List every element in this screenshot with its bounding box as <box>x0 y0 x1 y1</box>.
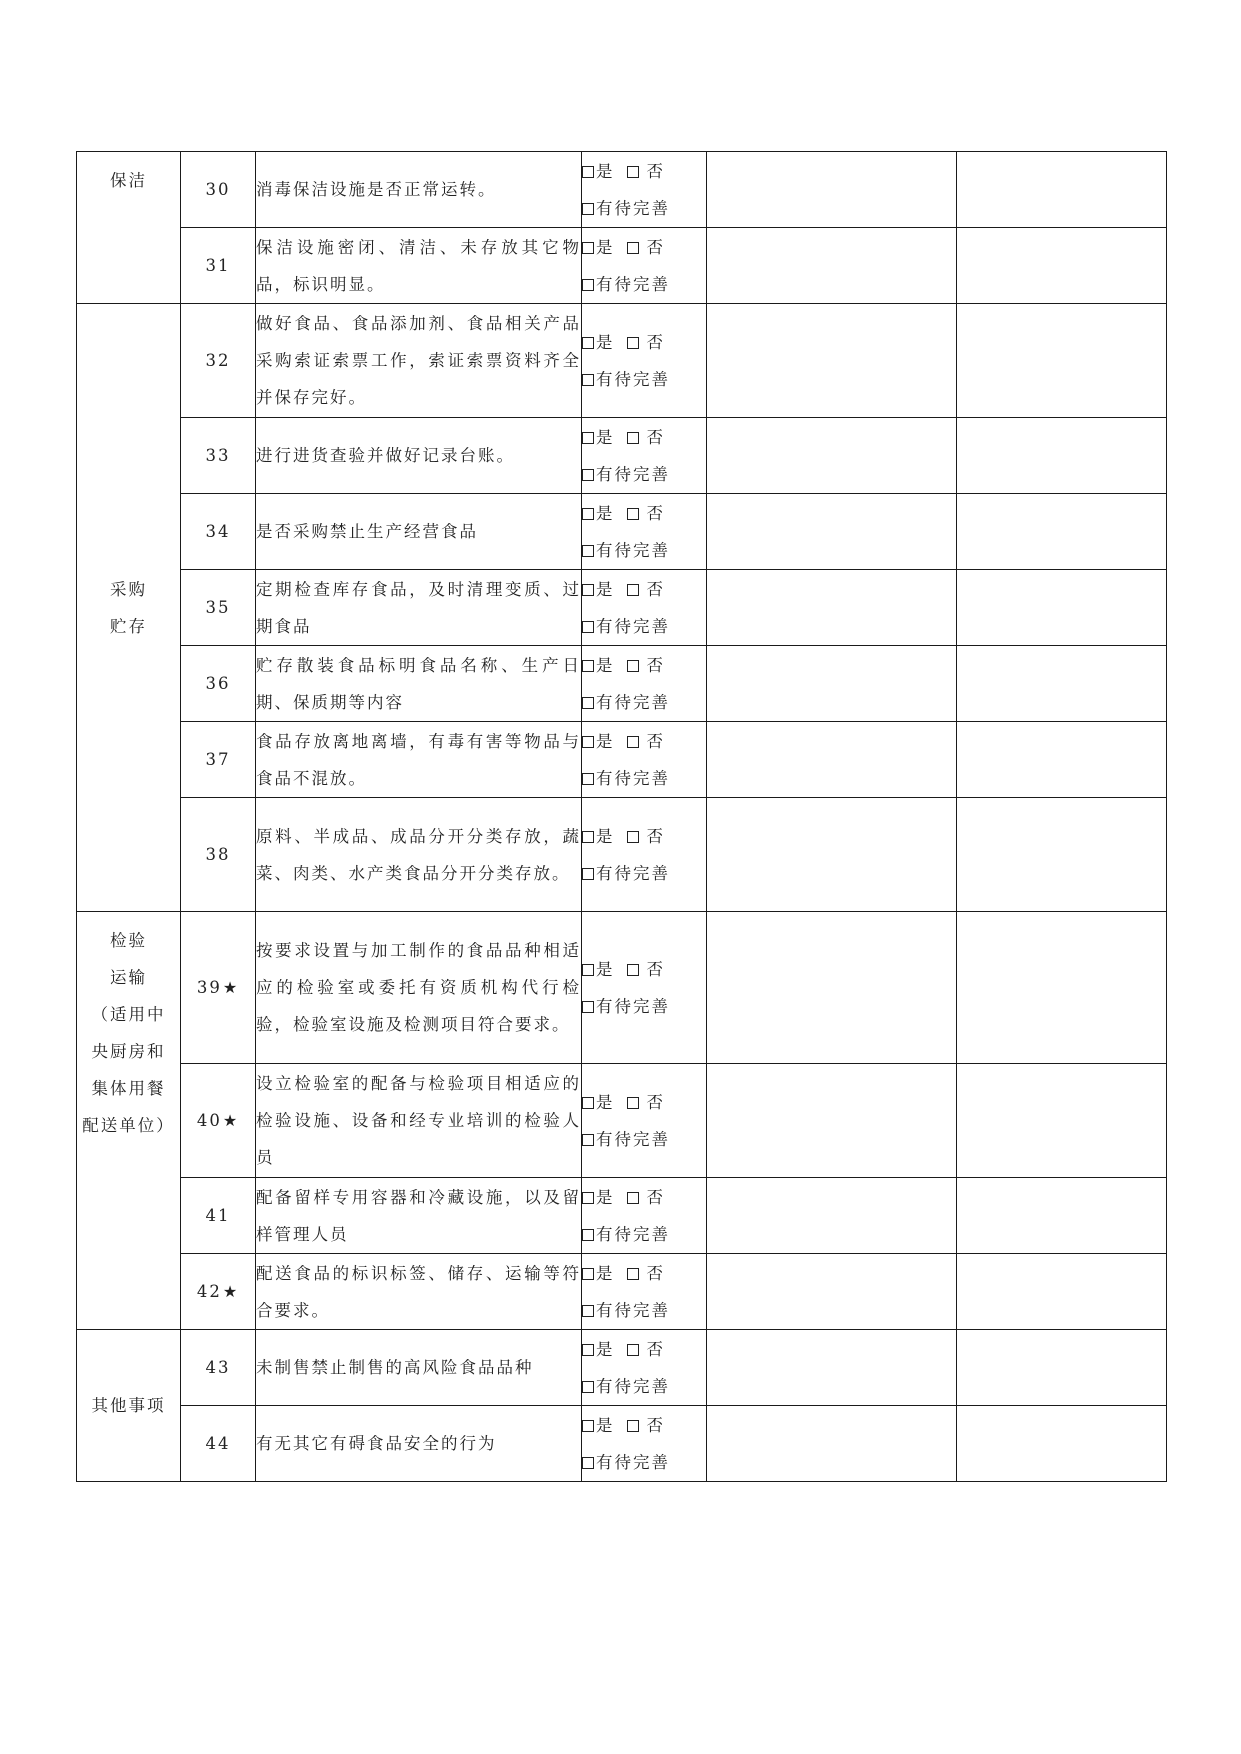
yes-checkbox[interactable] <box>582 584 594 596</box>
yes-label: 是 <box>596 161 615 181</box>
item-description: 做好食品、食品添加剂、食品相关产品采购索证索票工作，索证索票资料齐全并保存完好。 <box>256 314 581 407</box>
no-checkbox[interactable] <box>627 831 639 843</box>
yes-label: 是 <box>596 1415 615 1435</box>
options-line <box>582 153 706 190</box>
item-description-cell <box>256 1330 582 1406</box>
item-description-cell <box>256 1178 582 1254</box>
pending-checkbox[interactable] <box>582 868 594 880</box>
pending-checkbox[interactable] <box>582 621 594 633</box>
remarks-cell[interactable] <box>957 1406 1167 1482</box>
pending-label: 有待完善 <box>596 369 670 389</box>
table-row <box>77 304 1167 418</box>
options-line <box>582 608 706 645</box>
inspection-notes-cell[interactable] <box>707 152 957 228</box>
item-number: 31 <box>205 256 231 275</box>
item-description: 食品存放离地离墙，有毒有害等物品与食品不混放。 <box>256 731 581 788</box>
no-checkbox[interactable] <box>627 964 639 976</box>
no-checkbox[interactable] <box>627 166 639 178</box>
item-description-cell <box>256 646 582 722</box>
options-line <box>582 818 706 855</box>
options-line <box>582 760 706 797</box>
result-options-cell <box>582 646 707 722</box>
yes-checkbox[interactable] <box>582 432 594 444</box>
pending-checkbox[interactable] <box>582 1001 594 1013</box>
item-number-cell <box>181 494 256 570</box>
options-line <box>582 1216 706 1253</box>
yes-label: 是 <box>596 959 615 979</box>
item-description-cell <box>256 418 582 494</box>
category-cell <box>77 152 181 304</box>
item-description: 进行进货查验并做好记录台账。 <box>256 446 515 465</box>
table-row <box>77 494 1167 570</box>
pending-label: 有待完善 <box>596 1452 670 1472</box>
yes-label: 是 <box>596 731 615 751</box>
category-label <box>81 1387 177 1424</box>
yes-label: 是 <box>596 332 615 352</box>
result-options-cell <box>582 228 707 304</box>
category-label-line: 集体用餐 <box>91 1079 166 1098</box>
options-line <box>582 1255 706 1292</box>
result-options-cell <box>582 494 707 570</box>
item-number: 39 <box>196 978 222 997</box>
item-description: 贮存散装食品标明食品名称、生产日期、保质期等内容 <box>256 655 581 712</box>
no-label: 否 <box>646 731 665 751</box>
pending-checkbox[interactable] <box>582 374 594 386</box>
inspection-notes-cell[interactable] <box>707 494 957 570</box>
no-label: 否 <box>646 503 665 523</box>
options-line <box>582 1444 706 1481</box>
no-checkbox[interactable] <box>627 1344 639 1356</box>
inspection-notes-cell[interactable] <box>707 1406 957 1482</box>
pending-label: 有待完善 <box>596 540 670 560</box>
category-label-line: 运输 <box>110 968 147 987</box>
inspection-notes-cell[interactable] <box>707 1330 957 1406</box>
key-item-star-icon: ★ <box>222 978 240 997</box>
item-number-cell <box>181 646 256 722</box>
inspection-notes-cell[interactable] <box>707 228 957 304</box>
remarks-cell[interactable] <box>957 646 1167 722</box>
no-checkbox[interactable] <box>627 1268 639 1280</box>
yes-label: 是 <box>596 1339 615 1359</box>
item-number: 44 <box>205 1434 231 1453</box>
options-line <box>582 190 706 227</box>
inspection-notes-cell[interactable] <box>707 798 957 912</box>
pending-label: 有待完善 <box>596 616 670 636</box>
item-number-cell <box>181 152 256 228</box>
category-label-line: 检验 <box>110 931 147 950</box>
category-label <box>81 922 177 1144</box>
options-line <box>582 723 706 760</box>
remarks-cell[interactable] <box>957 152 1167 228</box>
remarks-cell[interactable] <box>957 570 1167 646</box>
no-checkbox[interactable] <box>627 1097 639 1109</box>
no-label: 否 <box>646 1187 665 1207</box>
item-number-cell <box>181 912 256 1064</box>
item-number: 30 <box>205 180 231 199</box>
pending-checkbox[interactable] <box>582 697 594 709</box>
pending-checkbox[interactable] <box>582 545 594 557</box>
inspection-notes-cell[interactable] <box>707 722 957 798</box>
item-description: 配备留样专用容器和冷藏设施，以及留样管理人员 <box>256 1187 581 1244</box>
pending-label: 有待完善 <box>596 1376 670 1396</box>
key-item-star-icon: ★ <box>222 1282 240 1301</box>
result-options-cell <box>582 304 707 418</box>
pending-label: 有待完善 <box>596 1129 670 1149</box>
remarks-cell[interactable] <box>957 228 1167 304</box>
remarks-cell[interactable] <box>957 722 1167 798</box>
item-description-cell <box>256 1406 582 1482</box>
item-description: 配送食品的标识标签、储存、运输等符合要求。 <box>256 1263 581 1320</box>
no-checkbox[interactable] <box>627 660 639 672</box>
item-description: 保洁设施密闭、清洁、未存放其它物品，标识明显。 <box>256 237 581 294</box>
result-options-cell <box>582 1178 707 1254</box>
item-number-cell <box>181 1254 256 1330</box>
item-description-cell <box>256 798 582 912</box>
item-number: 43 <box>205 1358 231 1377</box>
item-description-cell <box>256 912 582 1064</box>
options-line <box>582 571 706 608</box>
options-line <box>582 1331 706 1368</box>
category-label-line: 央厨房和 <box>91 1042 166 1061</box>
item-number-cell <box>181 228 256 304</box>
options-line <box>582 229 706 266</box>
pending-label: 有待完善 <box>596 464 670 484</box>
no-label: 否 <box>646 1092 665 1112</box>
pending-label: 有待完善 <box>596 198 670 218</box>
no-label: 否 <box>646 1415 665 1435</box>
table-row <box>77 1064 1167 1178</box>
item-number-cell <box>181 304 256 418</box>
table-row <box>77 152 1167 228</box>
item-description: 原料、半成品、成品分开分类存放，蔬菜、肉类、水产类食品分开分类存放。 <box>256 826 581 883</box>
pending-label: 有待完善 <box>596 863 670 883</box>
item-number: 38 <box>205 845 231 864</box>
no-label: 否 <box>646 332 665 352</box>
table-row <box>77 228 1167 304</box>
item-number: 41 <box>205 1206 231 1225</box>
yes-label: 是 <box>596 579 615 599</box>
inspection-notes-cell[interactable] <box>707 570 957 646</box>
category-label-line: 贮存 <box>110 616 147 636</box>
remarks-cell[interactable] <box>957 304 1167 418</box>
options-line <box>582 988 706 1025</box>
options-line <box>582 855 706 892</box>
result-options-cell <box>582 1064 707 1178</box>
checklist-page <box>76 151 1167 1482</box>
yes-label: 是 <box>596 237 615 257</box>
pending-checkbox[interactable] <box>582 469 594 481</box>
yes-label: 是 <box>596 503 615 523</box>
key-item-star-icon: ★ <box>222 1111 240 1130</box>
no-checkbox[interactable] <box>627 432 639 444</box>
yes-checkbox[interactable] <box>582 1268 594 1280</box>
result-options-cell <box>582 418 707 494</box>
options-line <box>582 1084 706 1121</box>
item-description: 定期检查库存食品，及时清理变质、过期食品 <box>256 579 581 636</box>
category-label-line: 保洁 <box>110 171 147 190</box>
result-options-cell <box>582 152 707 228</box>
inspection-notes-cell[interactable] <box>707 1178 957 1254</box>
item-number-cell <box>181 570 256 646</box>
yes-label: 是 <box>596 655 615 675</box>
remarks-cell[interactable] <box>957 1254 1167 1330</box>
inspection-checklist-table <box>76 151 1167 1482</box>
yes-checkbox[interactable] <box>582 166 594 178</box>
category-cell <box>77 1330 181 1482</box>
item-description: 未制售禁止制售的高风险食品品种 <box>256 1358 534 1377</box>
item-description-cell <box>256 1064 582 1178</box>
item-description: 设立检验室的配备与检验项目相适应的检验设施、设备和经专业培训的检验人员 <box>256 1074 581 1167</box>
yes-label: 是 <box>596 826 615 846</box>
item-number-cell <box>181 1406 256 1482</box>
options-line <box>582 1292 706 1329</box>
yes-checkbox[interactable] <box>582 1344 594 1356</box>
item-number-cell <box>181 418 256 494</box>
item-description-cell <box>256 494 582 570</box>
table-row <box>77 722 1167 798</box>
table-row <box>77 1406 1167 1482</box>
result-options-cell <box>582 1254 707 1330</box>
pending-label: 有待完善 <box>596 1224 670 1244</box>
options-line <box>582 495 706 532</box>
options-line <box>582 684 706 721</box>
item-description-cell <box>256 152 582 228</box>
pending-label: 有待完善 <box>596 274 670 294</box>
result-options-cell <box>582 722 707 798</box>
no-checkbox[interactable] <box>627 508 639 520</box>
pending-checkbox[interactable] <box>582 773 594 785</box>
no-label: 否 <box>646 427 665 447</box>
category-label-line: 采购 <box>110 579 147 599</box>
no-label: 否 <box>646 826 665 846</box>
pending-checkbox[interactable] <box>582 1134 594 1146</box>
yes-checkbox[interactable] <box>582 660 594 672</box>
yes-checkbox[interactable] <box>582 1192 594 1204</box>
no-label: 否 <box>646 1339 665 1359</box>
options-line <box>582 419 706 456</box>
no-label: 否 <box>646 1263 665 1283</box>
pending-label: 有待完善 <box>596 996 670 1016</box>
remarks-cell[interactable] <box>957 1330 1167 1406</box>
item-number-cell <box>181 1330 256 1406</box>
yes-checkbox[interactable] <box>582 1420 594 1432</box>
result-options-cell <box>582 912 707 1064</box>
yes-checkbox[interactable] <box>582 736 594 748</box>
pending-label: 有待完善 <box>596 768 670 788</box>
table-row <box>77 570 1167 646</box>
remarks-cell[interactable] <box>957 798 1167 912</box>
table-row <box>77 1330 1167 1406</box>
category-label <box>81 571 177 645</box>
table-row <box>77 912 1167 1064</box>
inspection-notes-cell[interactable] <box>707 1064 957 1178</box>
category-label <box>81 162 177 199</box>
no-checkbox[interactable] <box>627 584 639 596</box>
item-number-cell <box>181 1178 256 1254</box>
item-description-cell <box>256 722 582 798</box>
item-number: 42 <box>196 1282 222 1301</box>
options-line <box>582 324 706 361</box>
remarks-cell[interactable] <box>957 494 1167 570</box>
table-row <box>77 1178 1167 1254</box>
item-description: 按要求设置与加工制作的食品品种相适应的检验室或委托有资质机构代行检验，检验室设施及检测项目符合要求。 <box>256 941 581 1034</box>
category-cell <box>77 304 181 912</box>
yes-checkbox[interactable] <box>582 964 594 976</box>
remarks-cell[interactable] <box>957 912 1167 1064</box>
item-number-cell <box>181 1064 256 1178</box>
item-description: 是否采购禁止生产经营食品 <box>256 522 478 541</box>
item-number-cell <box>181 798 256 912</box>
table-row <box>77 418 1167 494</box>
options-line <box>582 361 706 398</box>
item-number: 34 <box>205 522 231 541</box>
table-row <box>77 798 1167 912</box>
item-number: 33 <box>205 446 231 465</box>
no-label: 否 <box>646 161 665 181</box>
yes-checkbox[interactable] <box>582 508 594 520</box>
no-checkbox[interactable] <box>627 1420 639 1432</box>
item-number: 35 <box>205 598 231 617</box>
options-line <box>582 1179 706 1216</box>
options-line <box>582 647 706 684</box>
category-label-line: （适用中 <box>91 1005 166 1024</box>
table-row <box>77 1254 1167 1330</box>
yes-checkbox[interactable] <box>582 831 594 843</box>
item-description-cell <box>256 1254 582 1330</box>
category-label-line: 其他事项 <box>91 1396 166 1415</box>
pending-checkbox[interactable] <box>582 203 594 215</box>
pending-label: 有待完善 <box>596 1300 670 1320</box>
no-label: 否 <box>646 237 665 257</box>
item-number-cell <box>181 722 256 798</box>
inspection-notes-cell[interactable] <box>707 418 957 494</box>
item-description: 消毒保洁设施是否正常运转。 <box>256 180 497 199</box>
pending-checkbox[interactable] <box>582 1457 594 1469</box>
result-options-cell <box>582 570 707 646</box>
pending-label: 有待完善 <box>596 692 670 712</box>
yes-checkbox[interactable] <box>582 242 594 254</box>
yes-label: 是 <box>596 427 615 447</box>
options-line <box>582 266 706 303</box>
options-line <box>582 1368 706 1405</box>
item-number: 36 <box>205 674 231 693</box>
category-cell <box>77 912 181 1330</box>
options-line <box>582 532 706 569</box>
options-line <box>582 951 706 988</box>
options-line <box>582 1407 706 1444</box>
category-label-line: 配送单位） <box>82 1116 175 1135</box>
no-label: 否 <box>646 655 665 675</box>
item-description: 有无其它有碍食品安全的行为 <box>256 1434 497 1453</box>
item-description-cell <box>256 304 582 418</box>
options-line <box>582 1121 706 1158</box>
result-options-cell <box>582 798 707 912</box>
item-number: 40 <box>196 1111 222 1130</box>
item-number: 37 <box>205 750 231 769</box>
pending-checkbox[interactable] <box>582 279 594 291</box>
no-checkbox[interactable] <box>627 736 639 748</box>
remarks-cell[interactable] <box>957 418 1167 494</box>
item-number: 32 <box>205 351 231 370</box>
item-description-cell <box>256 228 582 304</box>
pending-checkbox[interactable] <box>582 1229 594 1241</box>
result-options-cell <box>582 1330 707 1406</box>
no-label: 否 <box>646 959 665 979</box>
no-checkbox[interactable] <box>627 1192 639 1204</box>
options-line <box>582 456 706 493</box>
inspection-notes-cell[interactable] <box>707 646 957 722</box>
yes-label: 是 <box>596 1187 615 1207</box>
yes-label: 是 <box>596 1263 615 1283</box>
pending-checkbox[interactable] <box>582 1381 594 1393</box>
yes-checkbox[interactable] <box>582 1097 594 1109</box>
inspection-notes-cell[interactable] <box>707 1254 957 1330</box>
item-description-cell <box>256 570 582 646</box>
inspection-notes-cell[interactable] <box>707 304 957 418</box>
yes-checkbox[interactable] <box>582 337 594 349</box>
no-checkbox[interactable] <box>627 242 639 254</box>
no-label: 否 <box>646 579 665 599</box>
pending-checkbox[interactable] <box>582 1305 594 1317</box>
remarks-cell[interactable] <box>957 1178 1167 1254</box>
yes-label: 是 <box>596 1092 615 1112</box>
no-checkbox[interactable] <box>627 337 639 349</box>
remarks-cell[interactable] <box>957 1064 1167 1178</box>
result-options-cell <box>582 1406 707 1482</box>
table-row <box>77 646 1167 722</box>
inspection-notes-cell[interactable] <box>707 912 957 1064</box>
